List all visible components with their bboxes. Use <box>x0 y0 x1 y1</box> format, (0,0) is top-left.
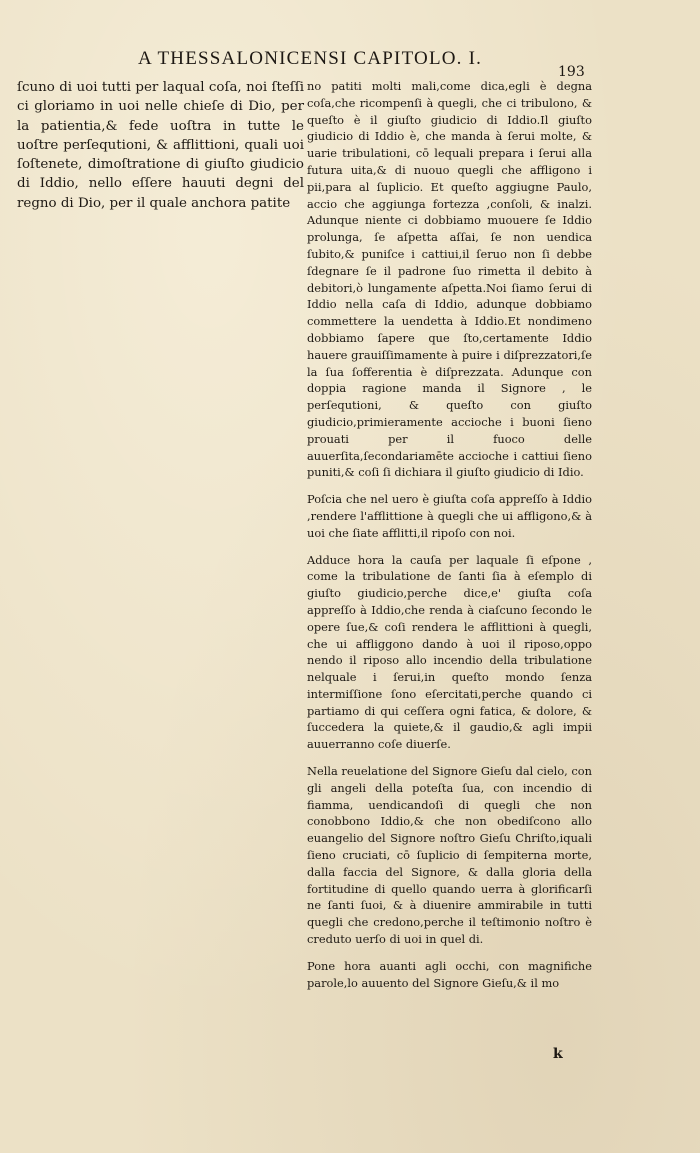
commentary-paragraph: ſcuno di uoi tutti per laqual coſa, noi ſteſſi ci gloriamo in uoi nelle chieſe di Dio, per la patientia,& fede uoſtra in tutte le uoſtre perſequtioni, & afflittioni, quali uoi ſoſtenete, dimoſtratione di giuſto giudicio di Iddio, nello eſſere hauuti degni del regno di Dio, per il quale anchora patite <box>17 80 304 211</box>
page-number: 193 <box>558 64 585 80</box>
commentary-paragraph: Pone hora auanti agli occhi, con magnifiche parole,lo auuento del Signore Gieſu,& il mo <box>307 958 592 990</box>
commentary-paragraph: no patiti molti mali,come dica,egli è degna coſa,che ricompenſi à quegli, che ci tribulono, & queſto è il giuſto giudicio di Iddio.Il giuſto giudicio di Iddio è, che manda à ſerui molte, & uarie tribulationi, cō lequali prepara i ſerui alla futura uita,& di nuouo quegli che affligono i pii,para al ſuplicio. Et queſto aggiugne Paulo, accio che aggiunga fortezza ,conſoli, & inalzi. Adunque niente ci dobbiamo muouere ſe Iddio prolunga, ſe aſpetta aſſai, ſe non uendica ſubito,& puniſce i cattiui,il ſeruo non ſi debbe ſdegnare ſe il padrone ſuo rimetta il debito à debitori,ò lungamente aſpetta.Noi ſiamo ſerui di Iddio nella caſa di Iddio, adunque dobbiamo commettere la uendetta à Iddio.Et nondimeno dobbiamo ſapere que ſto,certamente Iddio hauere grauiſſimamente à puire i diſprezzatori,ſe la ſua ſofferentia è diſprezzata. Adunque con doppia ragione manda il Signore , le perſequtioni, & queſto con giuſto giudicio,primieramente accioche i buoni ſieno prouati per il fuoco delle auuerſita,ſecondariamēte accioche i cattiui ſieno puniti,& coſi ſi dichiara il giuſto giudicio di Idio. <box>307 79 592 480</box>
running-title: A THESSALONICENSI CAPITOLO. I. <box>138 48 483 69</box>
right-column <box>307 78 592 991</box>
scripture-paragraph: Poſcia che nel uero è giuſta coſa appreſſo à Iddio ,rendere l'afflittione à quegli che ui affligono,& à uoi che ſiate afflitti,il ripoſo con noi. <box>307 492 592 540</box>
commentary-paragraph: Adduce hora la cauſa per laquale ſi eſpone , come la tribulatione de ſanti ſia à eſemplo di giuſto giudicio,perche dice,e' giuſta coſa appreſſo à Iddio,che renda à ciaſcuno ſecondo le opere ſue,& coſi rendera le afflittioni à quegli, che ui affliggono dando à uoi il riposo,oppo nendo il riposo allo incendio della tribulatione nelquale i ſerui,in queſto mondo ſenza intermiſſione ſono eſercitati,perche quando ci partiamo di qui ceſſera ogni fatica, & dolore, & ſuccedera la quiete,& il gaudio,& agli impii auuerranno coſe diuerſe. <box>307 552 592 752</box>
left-column <box>17 78 304 213</box>
scripture-paragraph: Nella reuelatione del Signore Gieſu dal cielo, con gli angeli della poteſta ſua, con incendio di fiamma, uendicandoſi di quegli che non conobbono Iddio,& che non obediſcono allo euangelio del Signore noſtro Gieſu Chriſto,iquali ſieno cruciati, cō ſuplicio di ſempiterna morte, dalla faccia del Signore, & dalla gloria della fortitudine di quello quando uerra à glorificarſi ne ſanti ſuoi, & à diuenire ammirabile in tutti quegli che credono,perche il teſtimonio noſtro è creduto uerſo di uoi in quel di. <box>307 764 592 947</box>
signature-mark: k <box>553 1046 563 1062</box>
